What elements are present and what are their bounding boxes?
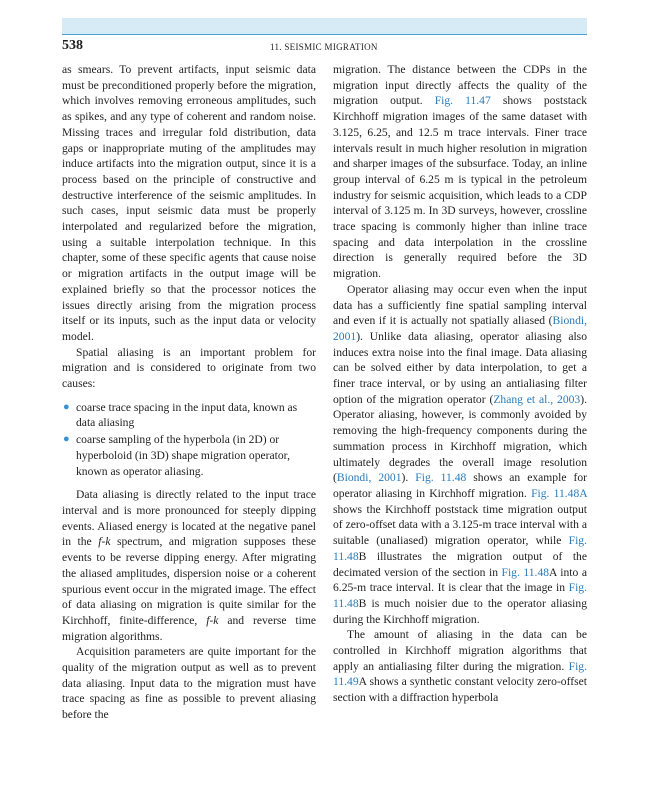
list-item: [62, 432, 316, 479]
paragraph: [333, 627, 587, 706]
page-number: 538: [62, 38, 83, 53]
text-run: ).: [401, 471, 416, 485]
text-run: shows an example for operator aliasing in Kirchhoff migration.: [333, 471, 587, 500]
citation-link[interactable]: Zhang et al., 2003: [493, 392, 581, 406]
bullet-icon: ●: [63, 400, 70, 413]
text-run: ). Unlike data aliasing, operator aliasing also induces extra noise into the final image. Data aliasing can be solved either by data interpolation, to get a finer trace interval, or by using an antialiasing filter option of the migration operator (: [333, 329, 587, 406]
text-run: B illustrates the migration output of the decimated version of the section in: [333, 549, 587, 579]
text-run: spectrum, and migration supposes these events to be reverse dipping energy. After migrating the aliased amplitudes, dispersion noise or a coherent spurious event occur in the migrated image. The effect of data aliasing on migration is quite similar for the Kirchhoff, finite-difference,: [62, 535, 316, 627]
text-run: migration. The distance between the CDPs in the migration input directly affects the quality of the migration output.: [333, 63, 587, 108]
header-rule: [62, 34, 587, 35]
list-item-text: coarse sampling of the hyperbola (in 2D) or hyperboloid (in 3D) shape migration operator, known as operator aliasing.: [76, 433, 290, 478]
text-run: f-k: [98, 535, 111, 549]
text-run: Data aliasing is directly related to the input trace interval and is more pronounced for steeply dipping events. Aliased energy is located at the negative panel in the: [62, 488, 316, 549]
text-run: f-k: [206, 613, 219, 627]
citation-link[interactable]: Biondi, 2001: [336, 471, 402, 485]
paragraph: Acquisition parameters are quite important for the quality of the migration output as well as to prevent data aliasing. Input data to the migration must have trace spacing as fine as possible to prevent aliasing before the: [62, 645, 316, 722]
text-run: ). Operator aliasing, however, is commonly avoided by removing the high-frequency components during the summation process in Kirchhoff migration, which ultimately degrades the overall image resolution (: [333, 392, 587, 485]
text-run: A into a 6.25-m trace interval. It is clear that the image in: [333, 565, 587, 595]
figure-link[interactable]: Fig. 11.48: [415, 471, 467, 485]
figure-link[interactable]: Fig. 11.48: [333, 581, 587, 610]
paragraph: Spatial aliasing is an important problem for migration and is considered to originate from two causes:: [62, 345, 316, 391]
figure-link[interactable]: Fig. 11.49: [333, 659, 587, 689]
paragraph: [62, 487, 316, 644]
header-band: [62, 18, 587, 34]
text-run: The amount of aliasing in the data can be controlled in Kirchhoff migration algorithms that apply an antialiasing filter during the migration.: [333, 628, 587, 673]
list-item: [62, 400, 316, 431]
paragraph: [333, 282, 587, 627]
figure-link[interactable]: Fig. 11.48: [333, 534, 587, 563]
figure-link[interactable]: Fig. 11.48A: [531, 486, 587, 500]
paragraph: [333, 62, 587, 282]
right-column: [333, 62, 587, 706]
text-run: shows the Kirchhoff poststack time migration output of zero-offset data with a 3.125-m trace interval with a suitable (unaliased) migration operator, while: [333, 502, 587, 548]
bullet-list: [62, 400, 316, 480]
text-run: A shows a synthetic constant velocity zero-offset section with a diffraction hyperbola: [333, 675, 587, 705]
paragraph: as smears. To prevent artifacts, input seismic data must be preconditioned properly before the migration, which involves removing erroneous amplitudes, such as spikes, and any type of coherent and random noise. Missing traces and irregular fold distribution, data gaps or inappropriate muting of the amplitudes may induce artifacts into the migration output, since it is a process based on the principle of constructive and destructive interference of the seismic amplitudes. In such cases, input seismic data must be properly interpolated and regularized before the migration, using a suitable interpolation technique. In this chapter, some of these specific agents that cause noise or migration artifacts in the output image will be explained briefly so that the processor notices the issues directly arising from the migration process itself or its inputs, such as the input data or velocity model.: [62, 63, 316, 343]
text-run: shows poststack Kirchhoff migration images of the same dataset with 3.125, 6.25, and 12.5 m trace intervals. Finer trace intervals result in much higher resolution in migration and sharper images of the subsurface. Today, an inline group interval of 6.25 m is typical in the petroleum industry for seismic acquisition, which leads to a CDP interval of 3.125 m. In 3D surveys, however, crossline trace spacing is commonly higher than inline trace spacing and data interpolation in the crossline direction is generally required before the 3D migration.: [333, 94, 588, 281]
citation-link[interactable]: Biondi, 2001: [333, 314, 587, 343]
running-head: 11. SEISMIC MIGRATION: [270, 42, 378, 52]
text-run: Operator aliasing may occur even when the input data has a sufficiently fine spatial sampling interval and even if it is actually not spatially aliased (: [333, 282, 587, 328]
text-run: and reverse time migration algorithms.: [62, 613, 316, 643]
list-item-text: coarse trace spacing in the input data, known as data aliasing: [76, 400, 298, 430]
figure-link[interactable]: Fig. 11.48: [501, 565, 550, 579]
text-run: B is much noisier due to the operator aliasing during the Kirchhoff migration.: [333, 596, 587, 626]
left-column: [62, 62, 316, 723]
bullet-icon: ●: [63, 433, 70, 446]
figure-link[interactable]: Fig. 11.47: [434, 94, 491, 108]
